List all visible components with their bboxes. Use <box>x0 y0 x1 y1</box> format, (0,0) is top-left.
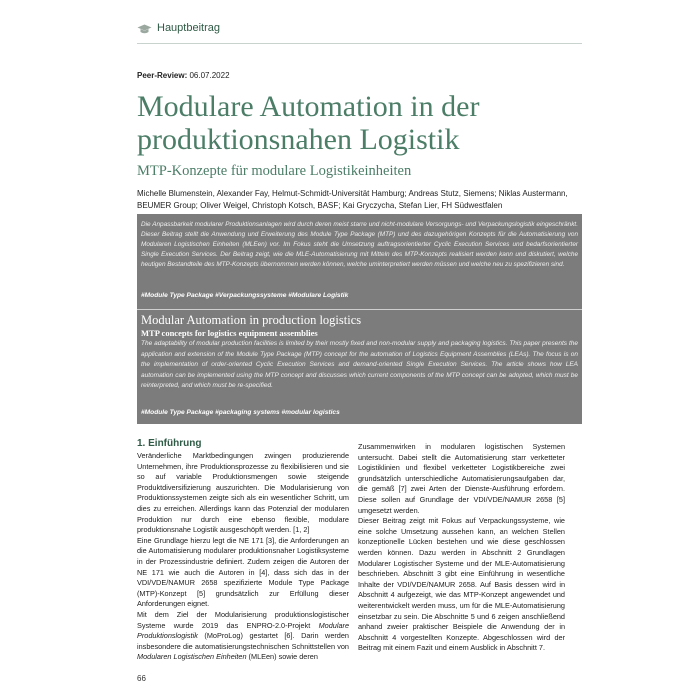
section-label: Hauptbeitrag <box>157 22 220 34</box>
abstract-box <box>137 214 582 424</box>
peer-review-date: 06.07.2022 <box>189 71 230 80</box>
paragraph: Veränderliche Marktbedingungen zwingen produzierende Unternehmen, ihre Produktionsprozesse zu flexibilisieren und sie so auf variable Produktionsmengen sowie steigende Produktdiversifizierung auszurichten. Die Modularisierung von Produktionssystemen zeigte sich als ein wesentlicher Schritt, um dies zu erreichen. Allerdings kann das Potenzial der modularen Produktion nur durch eine ebenso flexible, modulare produktionsnahe Logistik ausgeschöpft werden. [1, 2] <box>137 451 349 535</box>
paragraph: Zusammenwirken in modularen logistischen Systemen untersucht. Dabei stellt die Automatisierung starr verketteter Logistiklinien und flexibel verketteter Logistikbereiche zwei grundsätzlich unterschiedliche Automatisierungsaufgaben dar, die gemäß [7] zwei Arten der Dienste-Ausführung erfordern. Diese sollen auf Grundlage der VDI/VDE/NAMUR 2658 [5] umgesetzt werden. <box>358 442 565 515</box>
english-subtitle: MTP concepts for logistics equipment assemblies <box>141 328 318 338</box>
peer-review-label: Peer-Review: <box>137 71 188 80</box>
abstract-divider <box>137 309 582 310</box>
peer-review-line <box>137 71 230 80</box>
body-column-right <box>358 442 565 654</box>
paragraph: Mit dem Ziel der Modularisierung produktionslogistischer Systeme wurde 2019 das ENPRO-2.0-Projekt Modulare Produktionslogistik (MoProLog) gestartet [6]. Darin werden insbesondere die automatisierungstechnischen Schnittstellen von Modularen Logistischen Einheiten (MLEen) sowie deren <box>137 609 349 662</box>
paragraph: Eine Grundlage hierzu legt die NE 171 [3], die Anforderungen an die Automatisierung modularer produktionsnaher Logistiksysteme in der Prozessindustrie definiert. Zudem zeigen die Autoren der NE 171 wie auch die Autoren in [4], dass sich das in der VDI/VDE/NAMUR 2658 spezifizierte Module Type Package (MTP)-Konzept [5] grundsätzlich zur Erfüllung dieser Anforderungen eignet. <box>137 535 349 609</box>
article-title: Modulare Automation in der produktionsnahen Logistik <box>137 90 480 156</box>
article-subtitle: MTP-Konzepte für modulare Logistikeinheiten <box>137 163 412 179</box>
english-title: Modular Automation in production logistics <box>141 313 362 327</box>
paragraph: Dieser Beitrag zeigt mit Fokus auf Verpackungssysteme, wie eine solche Umsetzung aussehen kann, an welchen Stellen konzeptionelle Lücken bestehen und wie diese geschlossen werden können. Dazu werden in Abschnitt 2 Grundlagen Modularer Logistischer Systeme und der MLE-Automatisierung beschrieben. Abschnitt 3 gibt eine Einführung in wesentliche Inhalte der VDI/VDE/NAMUR 2658. Auf Basis dessen wird in Abschnitt 4 aufgezeigt, wie das MTP-Konzept angewendet und weiterentwickelt werden muss, um für die MLE-Automatisierung einsetzbar zu sein. Die Abschnitte 5 und 6 zeigen anschließend anhand zweier praktischer Beispiele die Anwendung der in Abschnitt 4 vorgestellten Konzepte. Abgeschlossen wird der Beitrag mit einem Fazit und einem Ausblick in Abschnitt 7. <box>358 516 565 653</box>
page-number: 66 <box>137 674 146 683</box>
graduation-cap-icon <box>137 22 152 40</box>
author-list: Michelle Blumenstein, Alexander Fay, Helmut-Schmidt-Universität Hamburg; Andreas Stutz, Siemens; Niklas Austermann, BEUMER Group; Oliver Weigel, Christoph Kotsch, BASF; Kai Gryczycha, Stefan Lier, FH Südwestfalen <box>137 189 568 210</box>
keywords-german: #Module Type Package #Verpackungssysteme #Modulare Logistik <box>141 292 349 299</box>
abstract-english: The adaptability of modular production facilities is limited by their mostly fixed and non-modular supply and packaging logistics. This paper presents the application and extension of the Module Type Package (MTP) concept for the automation of Logistics Equipment Assemblies (LEAs). The focus is on the implementation of order-oriented Cyclic Execution Services and demand-oriented Single Execution Services. The article shows how LEA automation can be implemented using the MTP concept and discusses which current components of the MTP concept can be adopted, which must be reinterpreted, and which must be re-specified. <box>141 340 578 389</box>
header-divider <box>137 43 582 44</box>
section-heading: 1. Einführung <box>137 438 202 449</box>
header-bar <box>137 16 582 44</box>
abstract-german: Die Anpassbarkeit modularer Produktionsanlagen wird durch deren meist starre und nicht-modulare Versorgungs- und Verpackungslogistik eingeschränkt. Dieser Beitrag stellt die Anwendung und Erweiterung des Module Type Package (MTP) und des dazugehörigen Konzepts für die Automatisierung von Modularen Logistischen Einheiten (MLEen) vor. Im Fokus steht die Umsetzung auftragsorientierter Cyclic Execution Services und bedarfsorientierter Single Execution Services. Der Beitrag zeigt, wie die MLE-Automatisierung mit Mitteln des MTP-Konzepts realisiert werden kann und diskutiert, welche heutigen Bestandteile des MTP-Konzepts übernommen werden können, welche uminterpretiert werden müssen und welche neu zu spezifizieren sind. <box>141 221 578 268</box>
keywords-english: #Module Type Package #packaging systems #modular logistics <box>141 409 340 416</box>
body-column-left <box>137 438 349 663</box>
